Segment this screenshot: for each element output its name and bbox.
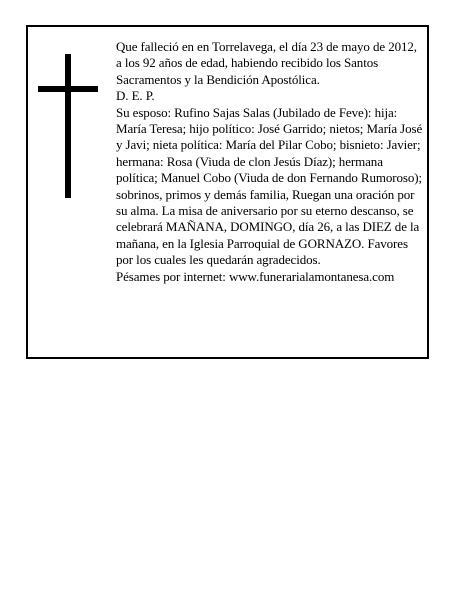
rest-in-peace-line: D. E. P. [116,88,155,104]
cross-horizontal-bar [38,86,98,92]
cross-vertical-bar [65,54,71,198]
family-and-mass-paragraph: Su esposo: Rufino Sajas Salas (Jubilado de Feve): hija: María Teresa; hijo político: José Garrido; nietos; María José y Javi; nieta política: María del Pilar Cobo; bisnieto: Javier; hermana: Rosa (Viuda de clon Jesús Díaz); hermana política; Manuel Cobo (Viuda de don Fernando Rumoroso); sobrinos, primos y demás familia, Ruegan una oración por su alma. La misa de aniversario por su eterno descanso, se celebrará MAÑANA, DOMINGO, día 26, a las DIEZ de la mañana, en la Iglesia Parroquial de GORNAZO. Favores por los cuales les quedarán agradecidos. [116,104,423,268]
notice-text [116,39,424,285]
cross-icon [38,54,98,198]
announcement-paragraph: Que falleció en en Torrelavega, el día 23 de mayo de 2012, a los 92 años de edad, habiendo recibido los Santos Sacramentos y la Bendición Apostólica. [116,39,417,87]
condolences-website-line: Pésames por internet: www.funerarialamontanesa.com [116,268,395,284]
obituary-notice [26,25,429,359]
